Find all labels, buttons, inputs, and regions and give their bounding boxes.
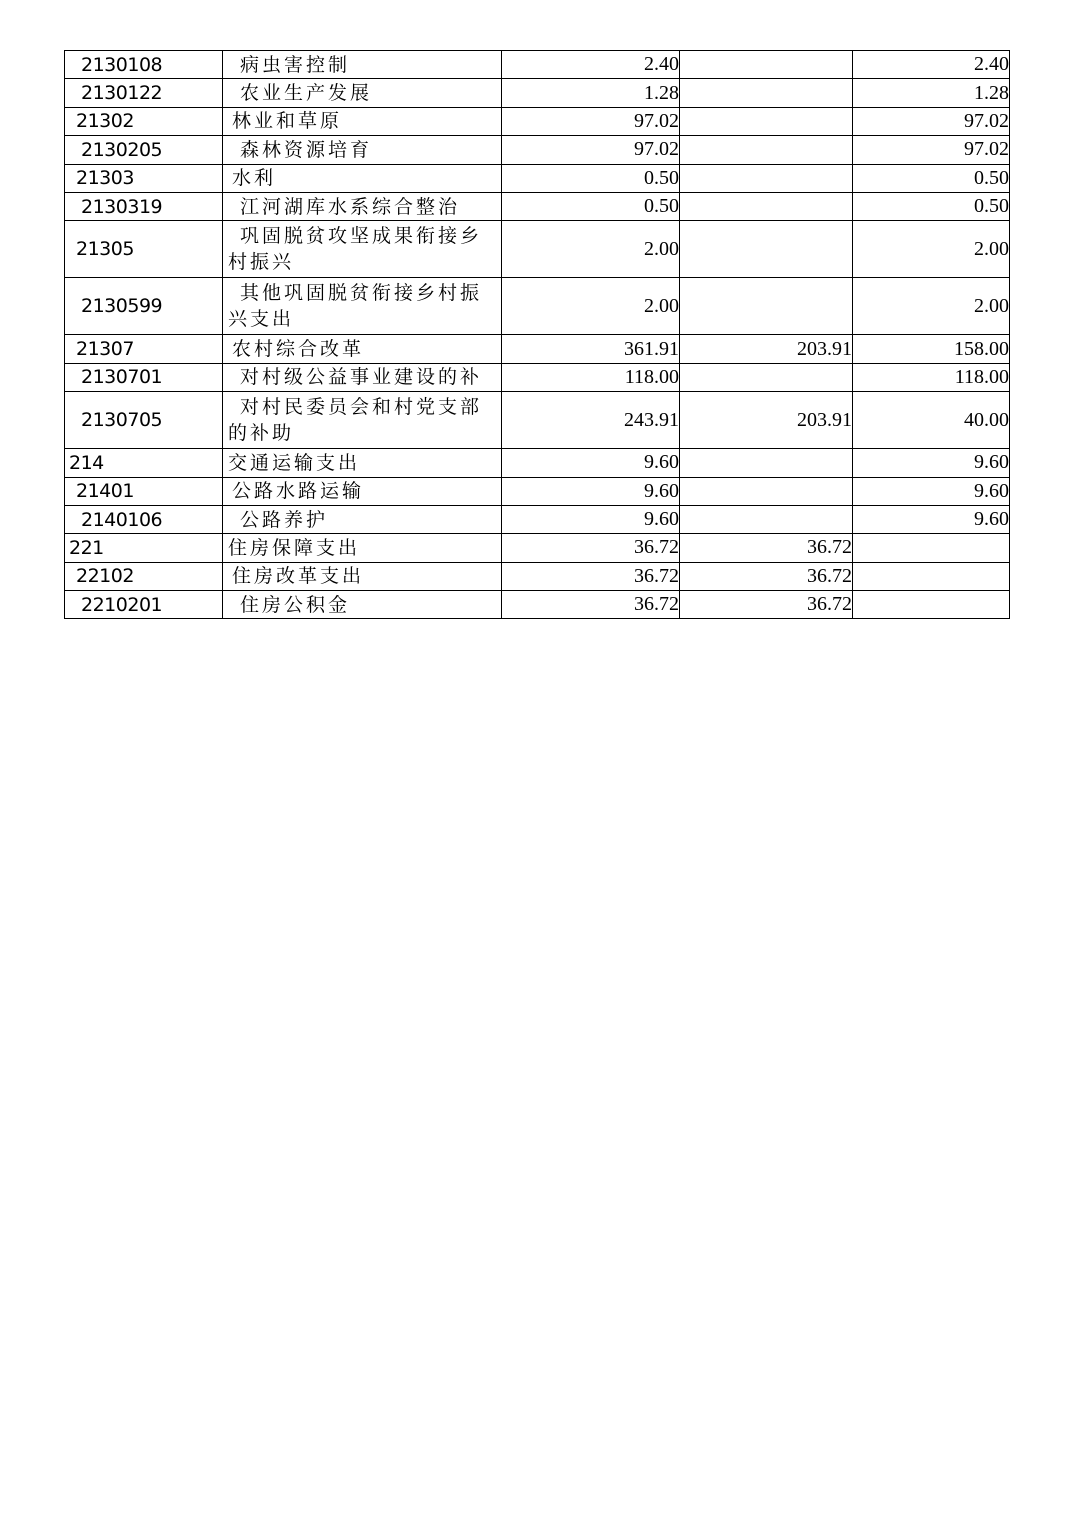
- table-row: [65, 335, 1010, 363]
- project-expenditure-cell: 1.28: [853, 79, 1010, 107]
- total-amount-cell: 36.72: [502, 562, 680, 590]
- basic-expenditure-cell: [680, 192, 853, 220]
- subject-name-cell: 住房改革支出: [223, 562, 502, 590]
- total-amount-cell: 97.02: [502, 136, 680, 164]
- subject-code-cell: 22102: [65, 562, 223, 590]
- table-row: [65, 562, 1010, 590]
- total-amount-cell: 1.28: [502, 79, 680, 107]
- basic-expenditure-cell: 203.91: [680, 335, 853, 363]
- table-row: [65, 107, 1010, 135]
- table-body: [65, 51, 1010, 619]
- basic-expenditure-cell: [680, 79, 853, 107]
- subject-name-cell: 对村级公益事业建设的补: [223, 363, 502, 391]
- table-row: [65, 392, 1010, 449]
- basic-expenditure-cell: [680, 51, 853, 79]
- subject-code-cell: 214: [65, 449, 223, 477]
- total-amount-cell: 36.72: [502, 591, 680, 619]
- basic-expenditure-cell: [680, 221, 853, 278]
- subject-code-cell: 2130705: [65, 392, 223, 449]
- table-row: [65, 192, 1010, 220]
- subject-name-cell: 江河湖库水系综合整治: [223, 192, 502, 220]
- basic-expenditure-cell: 36.72: [680, 562, 853, 590]
- total-amount-cell: 0.50: [502, 164, 680, 192]
- table-row: [65, 534, 1010, 562]
- project-expenditure-cell: [853, 534, 1010, 562]
- project-expenditure-cell: [853, 562, 1010, 590]
- total-amount-cell: 0.50: [502, 192, 680, 220]
- project-expenditure-cell: 0.50: [853, 164, 1010, 192]
- table-row: [65, 449, 1010, 477]
- subject-name-cell: 巩固脱贫攻坚成果衔接乡村振兴: [223, 221, 502, 278]
- subject-code-cell: 2130122: [65, 79, 223, 107]
- table-row: [65, 591, 1010, 619]
- table-row: [65, 164, 1010, 192]
- subject-name-cell: 住房公积金: [223, 591, 502, 619]
- subject-name-cell: 对村民委员会和村党支部的补助: [223, 392, 502, 449]
- basic-expenditure-cell: [680, 449, 853, 477]
- subject-code-cell: 2130599: [65, 278, 223, 335]
- project-expenditure-cell: 97.02: [853, 107, 1010, 135]
- budget-expenditure-table: [64, 50, 1010, 619]
- total-amount-cell: 36.72: [502, 534, 680, 562]
- total-amount-cell: 2.40: [502, 51, 680, 79]
- total-amount-cell: 97.02: [502, 107, 680, 135]
- subject-name-cell: 农村综合改革: [223, 335, 502, 363]
- subject-name-cell: 住房保障支出: [223, 534, 502, 562]
- subject-code-cell: 2130701: [65, 363, 223, 391]
- table-row: [65, 51, 1010, 79]
- subject-code-cell: 2130205: [65, 136, 223, 164]
- table-row: [65, 221, 1010, 278]
- basic-expenditure-cell: 203.91: [680, 392, 853, 449]
- basic-expenditure-cell: [680, 363, 853, 391]
- subject-code-cell: 21305: [65, 221, 223, 278]
- subject-name-cell: 病虫害控制: [223, 51, 502, 79]
- project-expenditure-cell: 2.40: [853, 51, 1010, 79]
- subject-code-cell: 21303: [65, 164, 223, 192]
- subject-code-cell: 21302: [65, 107, 223, 135]
- project-expenditure-cell: 0.50: [853, 192, 1010, 220]
- basic-expenditure-cell: [680, 107, 853, 135]
- subject-name-cell: 其他巩固脱贫衔接乡村振兴支出: [223, 278, 502, 335]
- basic-expenditure-cell: 36.72: [680, 534, 853, 562]
- table-row: [65, 79, 1010, 107]
- table-row: [65, 477, 1010, 505]
- total-amount-cell: 9.60: [502, 505, 680, 533]
- project-expenditure-cell: 97.02: [853, 136, 1010, 164]
- basic-expenditure-cell: [680, 477, 853, 505]
- project-expenditure-cell: 9.60: [853, 477, 1010, 505]
- project-expenditure-cell: 2.00: [853, 278, 1010, 335]
- subject-code-cell: 221: [65, 534, 223, 562]
- table-row: [65, 363, 1010, 391]
- subject-name-cell: 森林资源培育: [223, 136, 502, 164]
- total-amount-cell: 243.91: [502, 392, 680, 449]
- project-expenditure-cell: [853, 591, 1010, 619]
- total-amount-cell: 9.60: [502, 477, 680, 505]
- subject-name-cell: 交通运输支出: [223, 449, 502, 477]
- table-row: [65, 136, 1010, 164]
- project-expenditure-cell: 9.60: [853, 505, 1010, 533]
- project-expenditure-cell: 158.00: [853, 335, 1010, 363]
- subject-name-cell: 公路养护: [223, 505, 502, 533]
- total-amount-cell: 2.00: [502, 221, 680, 278]
- basic-expenditure-cell: 36.72: [680, 591, 853, 619]
- table-row: [65, 505, 1010, 533]
- subject-code-cell: 2130108: [65, 51, 223, 79]
- total-amount-cell: 118.00: [502, 363, 680, 391]
- total-amount-cell: 2.00: [502, 278, 680, 335]
- total-amount-cell: 9.60: [502, 449, 680, 477]
- subject-code-cell: 2130319: [65, 192, 223, 220]
- subject-code-cell: 21307: [65, 335, 223, 363]
- subject-name-cell: 林业和草原: [223, 107, 502, 135]
- basic-expenditure-cell: [680, 505, 853, 533]
- subject-name-cell: 水利: [223, 164, 502, 192]
- subject-code-cell: 2210201: [65, 591, 223, 619]
- table-row: [65, 278, 1010, 335]
- subject-code-cell: 21401: [65, 477, 223, 505]
- project-expenditure-cell: 2.00: [853, 221, 1010, 278]
- subject-name-cell: 公路水路运输: [223, 477, 502, 505]
- project-expenditure-cell: 40.00: [853, 392, 1010, 449]
- basic-expenditure-cell: [680, 164, 853, 192]
- total-amount-cell: 361.91: [502, 335, 680, 363]
- subject-code-cell: 2140106: [65, 505, 223, 533]
- project-expenditure-cell: 118.00: [853, 363, 1010, 391]
- project-expenditure-cell: 9.60: [853, 449, 1010, 477]
- basic-expenditure-cell: [680, 278, 853, 335]
- basic-expenditure-cell: [680, 136, 853, 164]
- subject-name-cell: 农业生产发展: [223, 79, 502, 107]
